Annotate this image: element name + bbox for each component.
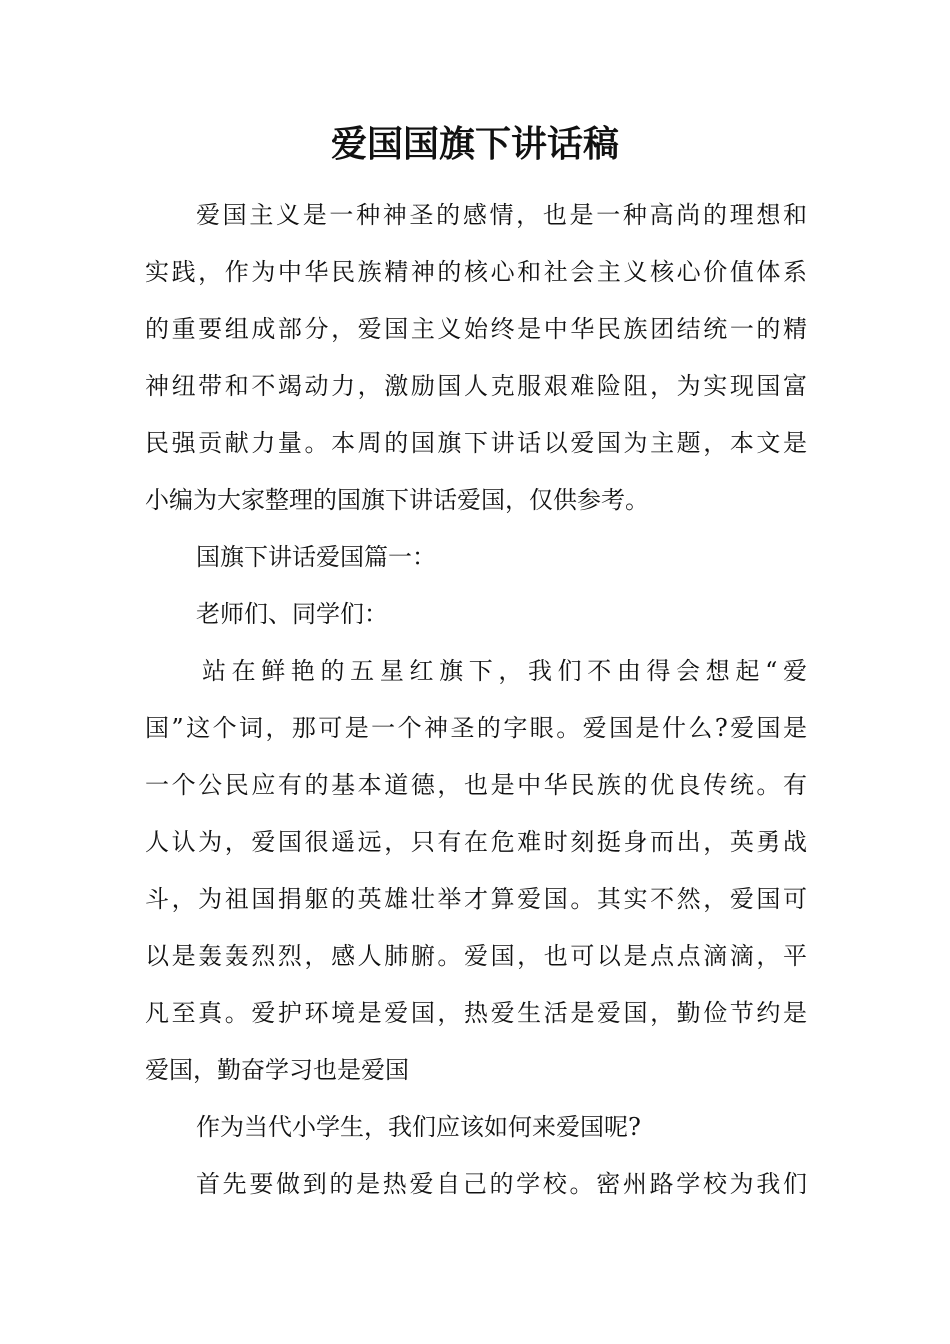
paragraph-line: 一个公民应有的基本道德，也是中华民族的优良传统。有	[145, 771, 807, 799]
paragraph-line: 以是轰轰烈烈，感人肺腑。爱国，也可以是点点滴滴，平	[145, 942, 807, 970]
paragraph-line: 爱国主义是一种神圣的感情，也是一种高尚的理想和	[196, 201, 807, 229]
section-heading: 国旗下讲话爱国篇一：	[196, 543, 436, 571]
paragraph-line: 民强贡献力量。本周的国旗下讲话以爱国为主题，本文是	[145, 429, 807, 457]
paragraph-line: 凡至真。爱护环境是爱国，热爱生活是爱国，勤俭节约是	[145, 999, 807, 1027]
paragraph-line: 站在鲜艳的五星红旗下，我们不由得会想起“爱	[202, 657, 807, 685]
paragraph-line: 神纽带和不竭动力，激励国人克服艰难险阻，为实现国富	[145, 372, 807, 400]
paragraph-line: 小编为大家整理的国旗下讲话爱国，仅供参考。	[145, 486, 649, 514]
paragraph-line: 爱国，勤奋学习也是爱国	[145, 1056, 409, 1084]
paragraph-line: 斗，为祖国捐躯的英雄壮举才算爱国。其实不然，爱国可	[145, 885, 807, 913]
paragraph-line: 实践，作为中华民族精神的核心和社会主义核心价值体系	[145, 258, 807, 286]
paragraph-line: 国”这个词，那可是一个神圣的字眼。爱国是什么?爱国是	[145, 714, 807, 742]
paragraph-line: 的重要组成部分，爱国主义始终是中华民族团结统一的精	[145, 315, 807, 343]
paragraph-line: 首先要做到的是热爱自己的学校。密州路学校为我们	[196, 1170, 807, 1198]
paragraph-line: 人认为，爱国很遥远，只有在危难时刻挺身而出，英勇战	[145, 828, 807, 856]
salutation: 老师们、同学们：	[196, 600, 388, 628]
paragraph-line: 作为当代小学生，我们应该如何来爱国呢?	[196, 1113, 641, 1141]
document-title: 爱国国旗下讲话稿	[330, 123, 619, 165]
